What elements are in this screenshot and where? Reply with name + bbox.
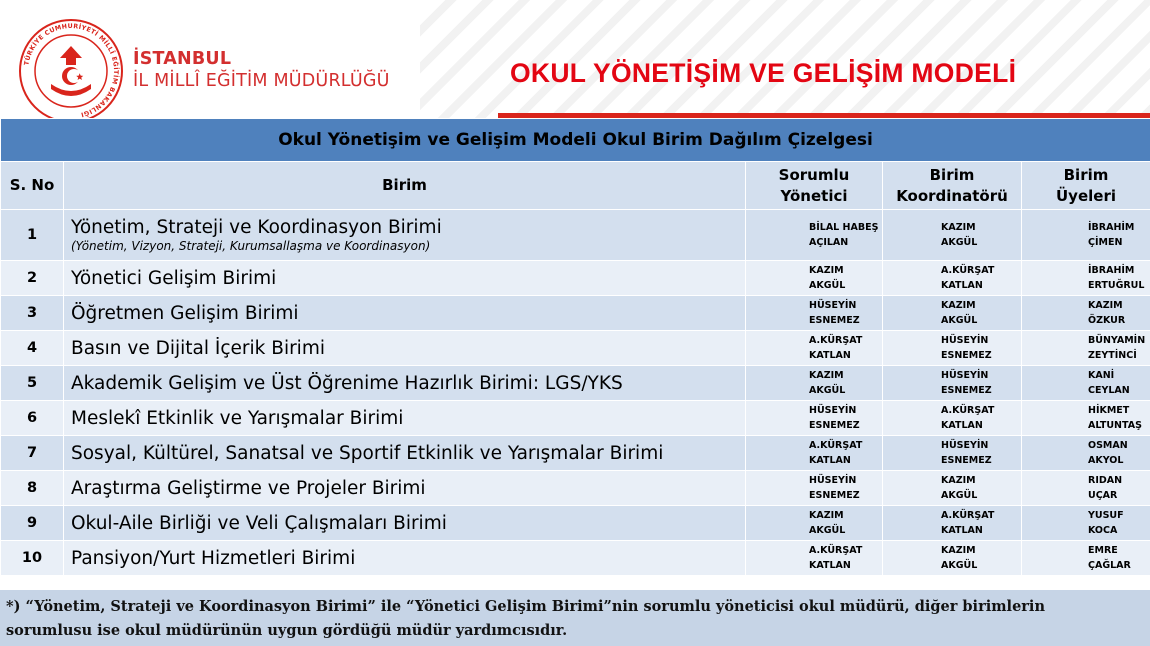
header-line: Koordinatörü — [896, 186, 1008, 205]
responsible-manager — [746, 506, 883, 541]
table-row — [1, 210, 1150, 261]
unit-name: Sosyal, Kültürel, Sanatsal ve Sportif Etkinlik ve Yarışmalar Birimi — [64, 436, 746, 471]
table-row — [1, 366, 1150, 401]
unit-name: Öğretmen Gelişim Birimi — [64, 296, 746, 331]
name-line: KATLAN — [809, 560, 851, 571]
name-line: AKGÜL — [941, 490, 978, 501]
name-line: OSMAN — [1088, 440, 1128, 451]
name-line: A.KÜRŞAT — [809, 440, 863, 451]
unit-name — [64, 210, 746, 261]
name-line: ÇİMEN — [1088, 237, 1123, 248]
responsible-manager — [746, 366, 883, 401]
unit-members — [1022, 401, 1150, 436]
header-line: Sorumlu — [778, 165, 850, 184]
unit-coordinator — [883, 401, 1022, 436]
row-number: 9 — [1, 506, 64, 541]
table-row — [1, 296, 1150, 331]
name-line: ALTUNTAŞ — [1088, 420, 1142, 431]
unit-coordinator — [883, 261, 1022, 296]
ministry-logo — [18, 18, 124, 124]
name-line: İBRAHİM — [1088, 265, 1135, 276]
name-line: ESNEMEZ — [809, 315, 860, 326]
name-line: KAZIM — [941, 222, 976, 233]
unit-name: Araştırma Geliştirme ve Projeler Birimi — [64, 471, 746, 506]
row-number: 10 — [1, 541, 64, 576]
name-line: AKGÜL — [809, 525, 846, 536]
unit-name: Pansiyon/Yurt Hizmetleri Birimi — [64, 541, 746, 576]
page-title: OKUL YÖNETİŞİM VE GELİŞİM MODELİ — [510, 58, 1017, 88]
row-number: 8 — [1, 471, 64, 506]
name-line: YUSUF — [1088, 510, 1124, 521]
unit-members — [1022, 366, 1150, 401]
name-line: ÖZKUR — [1088, 315, 1126, 326]
responsible-manager — [746, 331, 883, 366]
header-line: Birim — [929, 165, 975, 184]
column-header-birim: Birim — [64, 162, 746, 210]
name-line: CEYLAN — [1088, 385, 1130, 396]
responsible-manager — [746, 541, 883, 576]
unit-members — [1022, 210, 1150, 261]
row-number: 3 — [1, 296, 64, 331]
name-line: HÜSEYİN — [941, 440, 989, 451]
unit-name: Akademik Gelişim ve Üst Öğrenime Hazırlık Birimi: LGS/YKS — [64, 366, 746, 401]
unit-members — [1022, 261, 1150, 296]
unit-members — [1022, 506, 1150, 541]
table-row — [1, 436, 1150, 471]
name-line: AKGÜL — [941, 560, 978, 571]
header-line: Birim — [1063, 165, 1109, 184]
unit-members — [1022, 296, 1150, 331]
name-line: KATLAN — [941, 525, 983, 536]
column-header-no: S. No — [1, 162, 64, 210]
table-row — [1, 401, 1150, 436]
responsible-manager — [746, 296, 883, 331]
name-line: A.KÜRŞAT — [941, 510, 995, 521]
name-line: KATLAN — [941, 280, 983, 291]
name-line: KATLAN — [809, 455, 851, 466]
name-line: ESNEMEZ — [941, 350, 992, 361]
name-line: BÜNYAMİN — [1088, 335, 1146, 346]
name-line: EMRE — [1088, 545, 1118, 556]
header-line: Yönetici — [780, 186, 848, 205]
unit-name: Basın ve Dijital İçerik Birimi — [64, 331, 746, 366]
name-line: KAZIM — [809, 370, 844, 381]
column-header-sorumlu — [746, 162, 883, 210]
column-header-uyeler — [1022, 162, 1150, 210]
name-line: HÜSEYİN — [809, 300, 857, 311]
row-number: 6 — [1, 401, 64, 436]
table-row — [1, 506, 1150, 541]
footnote-line2: sorumlusu ise okul müdürünün uygun gördüğü müdür yardımcısıdır. — [6, 622, 568, 639]
unit-members — [1022, 331, 1150, 366]
name-line: UÇAR — [1088, 490, 1118, 501]
unit-coordinator — [883, 331, 1022, 366]
unit-name: Meslekî Etkinlik ve Yarışmalar Birimi — [64, 401, 746, 436]
name-line: HÜSEYİN — [809, 475, 857, 486]
footnote-line1: *) “Yönetim, Strateji ve Koordinasyon Birimi” ile “Yönetici Gelişim Birimi”nin sorumlu yöneticisi okul müdürü, diğer birimlerin — [6, 598, 1045, 615]
row-number: 4 — [1, 331, 64, 366]
responsible-manager — [746, 436, 883, 471]
org-name-line1: İSTANBUL — [133, 49, 232, 69]
name-line: KAZIM — [941, 475, 976, 486]
name-line: KANİ — [1088, 370, 1115, 381]
table-caption: Okul Yönetişim ve Gelişim Modeli Okul Birim Dağılım Çizelgesi — [1, 119, 1150, 162]
unit-coordinator — [883, 296, 1022, 331]
name-line: RIDAN — [1088, 475, 1123, 486]
name-line: HİKMET — [1088, 405, 1130, 416]
unit-subtitle: (Yönetim, Vizyon, Strateji, Kurumsallaşma ve Koordinasyon) — [71, 239, 431, 253]
name-line: HÜSEYİN — [941, 370, 989, 381]
table-row — [1, 331, 1150, 366]
unit-coordinator — [883, 366, 1022, 401]
name-line: AKGÜL — [809, 280, 846, 291]
name-line: A.KÜRŞAT — [809, 335, 863, 346]
name-line: AKGÜL — [941, 237, 978, 248]
responsible-manager — [746, 471, 883, 506]
name-line: KOCA — [1088, 525, 1118, 536]
name-line: KAZIM — [941, 545, 976, 556]
svg-text:TÜRKİYE CUMHURİYETİ MİLLÎ EĞİT: TÜRKİYE CUMHURİYETİ MİLLÎ EĞİTİM BAKANLIĞI — [23, 22, 120, 118]
name-line: AKYOL — [1088, 455, 1124, 466]
name-line: ERTUĞRUL — [1088, 280, 1145, 291]
name-line: BİLAL HABEŞ — [809, 222, 879, 233]
name-line: A.KÜRŞAT — [941, 405, 995, 416]
unit-title: Yönetim, Strateji ve Koordinasyon Birimi — [71, 217, 442, 238]
name-line: HÜSEYİN — [809, 405, 857, 416]
name-line: KATLAN — [941, 420, 983, 431]
name-line: ESNEMEZ — [809, 490, 860, 501]
name-line: KAZIM — [941, 300, 976, 311]
row-number: 5 — [1, 366, 64, 401]
unit-members — [1022, 471, 1150, 506]
unit-name: Okul-Aile Birliği ve Veli Çalışmaları Birimi — [64, 506, 746, 541]
name-line: KAZIM — [809, 510, 844, 521]
table-row — [1, 541, 1150, 576]
name-line: ESNEMEZ — [941, 385, 992, 396]
header-line: Üyeleri — [1056, 186, 1116, 205]
name-line: ÇAĞLAR — [1088, 560, 1131, 571]
org-name-line2: İL MİLLÎ EĞİTİM MÜDÜRLÜĞÜ — [133, 71, 390, 91]
name-line: A.KÜRŞAT — [809, 545, 863, 556]
name-line: KAZIM — [809, 265, 844, 276]
responsible-manager — [746, 261, 883, 296]
name-line: KAZIM — [1088, 300, 1123, 311]
row-number: 1 — [1, 210, 64, 261]
name-line: ESNEMEZ — [809, 420, 860, 431]
responsible-manager — [746, 210, 883, 261]
unit-coordinator — [883, 436, 1022, 471]
name-line: AÇILAN — [809, 237, 849, 248]
unit-distribution-table — [0, 118, 1150, 576]
name-line: KATLAN — [809, 350, 851, 361]
unit-coordinator — [883, 210, 1022, 261]
organization-name — [133, 48, 390, 92]
name-line: ESNEMEZ — [941, 455, 992, 466]
unit-coordinator — [883, 506, 1022, 541]
column-header-koordinator — [883, 162, 1022, 210]
unit-members — [1022, 541, 1150, 576]
name-line: AKGÜL — [809, 385, 846, 396]
name-line: A.KÜRŞAT — [941, 265, 995, 276]
row-number: 7 — [1, 436, 64, 471]
name-line: HÜSEYİN — [941, 335, 989, 346]
table-row — [1, 261, 1150, 296]
footnote — [0, 590, 1150, 646]
responsible-manager — [746, 401, 883, 436]
unit-coordinator — [883, 541, 1022, 576]
unit-coordinator — [883, 471, 1022, 506]
unit-name: Yönetici Gelişim Birimi — [64, 261, 746, 296]
row-number: 2 — [1, 261, 64, 296]
name-line: ZEYTİNCİ — [1088, 350, 1137, 361]
unit-members — [1022, 436, 1150, 471]
name-line: İBRAHİM — [1088, 222, 1135, 233]
name-line: AKGÜL — [941, 315, 978, 326]
table-row — [1, 471, 1150, 506]
